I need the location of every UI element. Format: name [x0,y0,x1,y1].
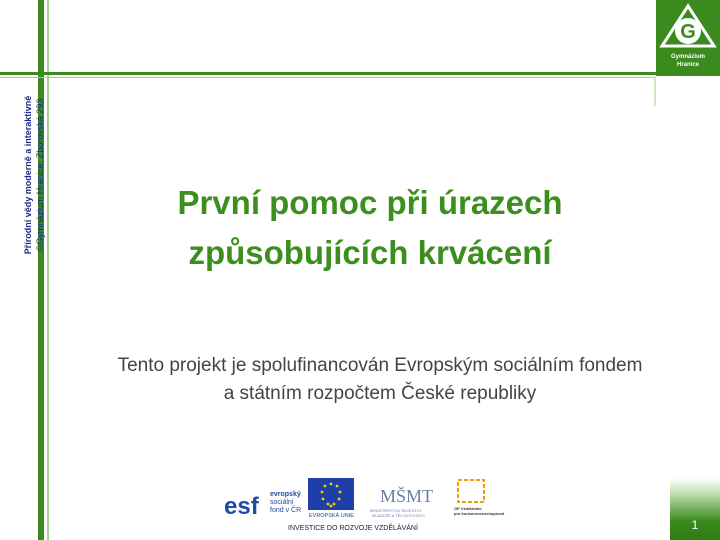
top-horizontal-line-thin [0,77,656,78]
school-logo-emblem-icon [656,0,720,54]
sidebar-subtitle: ©Gymnázium Hranice, Zborovská 293 [35,98,45,252]
top-horizontal-line-thick [0,72,656,75]
esf-mark: esf [224,493,259,520]
slide-subtitle-line-2: a státním rozpočtem České republiky [223,383,537,404]
slide-title-line-1: První pomoc při úrazech [177,184,563,221]
slide-title-line-2: způsobujících krvácení [188,234,552,271]
slide-title [90,178,650,278]
esf-logo-icon [222,478,301,520]
op-logo-icon [454,480,505,516]
logo-letter: G [680,21,696,43]
eu-caption: EVROPSKÁ UNIE [309,513,354,519]
msmt-caption-2: MLÁDEŽE A TĚLOVÝCHOVY [372,513,426,518]
sidebar-caption [22,5,46,345]
esf-text-1: evropský [270,491,301,498]
op-caption-1: OP Vzdělávání [454,506,482,511]
page-number: 1 [691,518,699,532]
logo-school-name: Gymnázium [670,54,705,60]
sidebar-title: Přírodní vědy moderně a interaktivně [23,95,33,255]
partner-logos-graphic [222,474,522,534]
investment-tagline: INVESTICE DO ROZVOJE VZDĚLÁVÁNÍ [288,525,418,532]
msmt-logo-icon [370,485,433,518]
esf-text-2: sociální [270,499,294,506]
right-vertical-line [654,76,656,106]
eu-flag-icon [308,478,354,519]
partner-logos [222,474,522,534]
school-logo [656,0,720,76]
msmt-letters: MŠMT [380,486,434,506]
logo-school-town: Hranice [676,62,699,68]
slide-subtitle-line-1: Tento projekt je spolufinancován Evropským sociálním fondem [117,355,643,376]
msmt-caption-1: MINISTERSTVO ŠKOLSTVÍ, [370,508,422,513]
page-number-box [670,478,720,540]
slide-subtitle [80,352,680,408]
left-vertical-line-thin [47,0,49,540]
esf-text-3: fond v ČR [270,507,302,514]
op-caption-2: pro konkurenceschopnost [454,511,505,516]
